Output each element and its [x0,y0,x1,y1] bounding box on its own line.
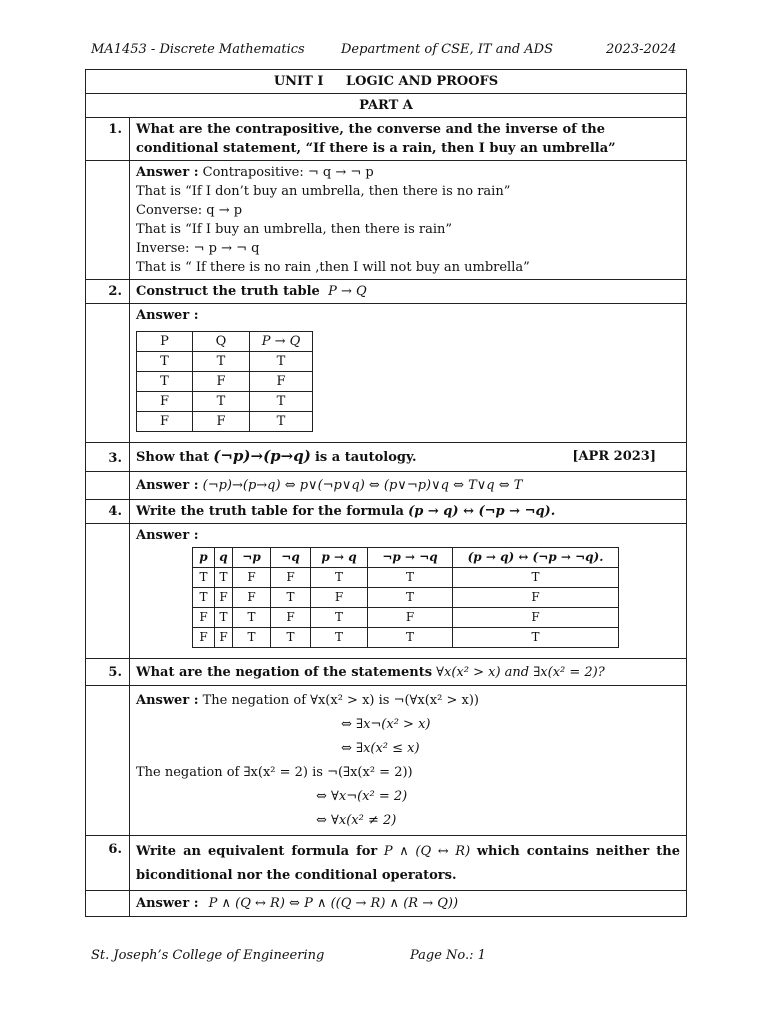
q5-line-2: ⇔ ∃x¬(x² > x) [341,717,431,732]
q6-question-b: which contains neither the biconditional nor the conditional operators. [136,844,680,883]
q4-question: Write the truth table for the formula [136,504,404,519]
q1-number: 1. [86,118,130,161]
table-row: T F F T F T F [193,588,619,608]
q4-header: p [193,548,215,568]
q5-line-1: The negation of ∀x(x² > x) is ¬(∀x(x² > x)) [202,693,479,708]
q6-formula: P ∧ (Q ↔ R) [383,844,471,859]
q2-question: Construct the truth table [136,284,320,299]
q5-formula: ∀x(x² > x) and ∃x(x² = 2)? [436,665,605,680]
q6-answer-label: Answer : [136,896,199,911]
table-row: T T T [137,352,313,372]
q1-line-4: That is “If I buy an umbrella, then there is rain” [136,222,453,237]
footer-page: Page No.: 1 [410,948,486,963]
q5-line-6: ⇔ ∀x(x² ≠ 2) [316,813,397,828]
q3-formula: (¬p)→(p→q) [213,447,311,465]
q2-header: Q [193,332,250,352]
table-row: F T T F T F F [193,608,619,628]
q3-answer-label: Answer : [136,478,199,493]
q1-answer-label: Answer : [136,165,199,180]
header-department: Department of CSE, IT and ADS [341,42,553,57]
q4-header: q [215,548,233,568]
q4-header: ¬p [233,548,271,568]
table-row: T T F F T T T [193,568,619,588]
q1-line-2: That is “If I don’t buy an umbrella, then there is no rain” [136,184,511,199]
part-title: PART A [86,94,687,118]
q5-line-5: ⇔ ∀x¬(x² = 2) [316,789,408,804]
q6-number: 6. [86,836,130,891]
q5-line-3: ⇔ ∃x(x² ≤ x) [341,741,420,756]
q2-answer [130,304,687,443]
q1-line-1: Contrapositive: ¬ q → ¬ p [202,165,374,180]
q4-truth-table [192,547,619,648]
q3-tag: [APR 2023] [572,449,656,464]
q4-answer [130,524,687,659]
q5-question: What are the negation of the statements [136,665,433,680]
q1-line-3: Converse: q → p [136,203,243,218]
q6-answer: P ∧ (Q ↔ R) ⇔ P ∧ ((Q → R) ∧ (R → Q)) [208,896,459,911]
footer-college: St. Joseph’s College of Engineering [91,948,325,963]
table-row: F F T T T T T [193,628,619,648]
q1-answer [130,161,687,280]
q2-header: P [137,332,193,352]
q4-formula: (p → q) ↔ (¬p → ¬q). [408,504,556,519]
q5-number: 5. [86,659,130,686]
header-year: 2023-2024 [606,42,677,57]
q6-question-a: Write an equivalent formula for [136,844,378,859]
q3-question-prefix: Show that [136,450,210,465]
q2-truth-table [136,331,313,432]
q3-number: 3. [86,443,130,472]
header-course: MA1453 - Discrete Mathematics [91,42,305,57]
q3-answer: (¬p)→(p→q) ⇔ p∨(¬p∨q) ⇔ (p∨¬p)∨q ⇔ T∨q ⇔ T [202,478,523,493]
q4-answer-label: Answer : [136,528,199,543]
q5-answer-label: Answer : [136,693,199,708]
q5-answer [130,686,687,836]
q1-line-6: That is “ If there is no rain ,then I will not buy an umbrella” [136,260,530,275]
q2-number: 2. [86,280,130,304]
q4-header: ¬q [271,548,311,568]
table-row: F F T [137,412,313,432]
table-row: T F F [137,372,313,392]
q3-question-suffix: is a tautology. [314,450,417,465]
q2-formula: P → Q [328,284,367,299]
q1-line-5: Inverse: ¬ p → ¬ q [136,241,260,256]
unit-title: UNIT I LOGIC AND PROOFS [86,70,687,94]
q2-answer-label: Answer : [136,308,199,323]
q1-question: What are the contrapositive, the converse and the inverse of the conditional statement, “If there is a rain, then I buy an umbrella” [130,118,687,161]
q4-header: (p → q) ↔ (¬p → ¬q). [453,548,619,568]
table-row: F T T [137,392,313,412]
q4-header: p → q [311,548,368,568]
q2-header: P → Q [250,332,313,352]
q4-number: 4. [86,500,130,524]
question-table [85,69,687,917]
q4-header: ¬p → ¬q [368,548,453,568]
q5-line-4: The negation of ∃x(x² = 2) is ¬(∃x(x² = 2)) [136,765,413,780]
